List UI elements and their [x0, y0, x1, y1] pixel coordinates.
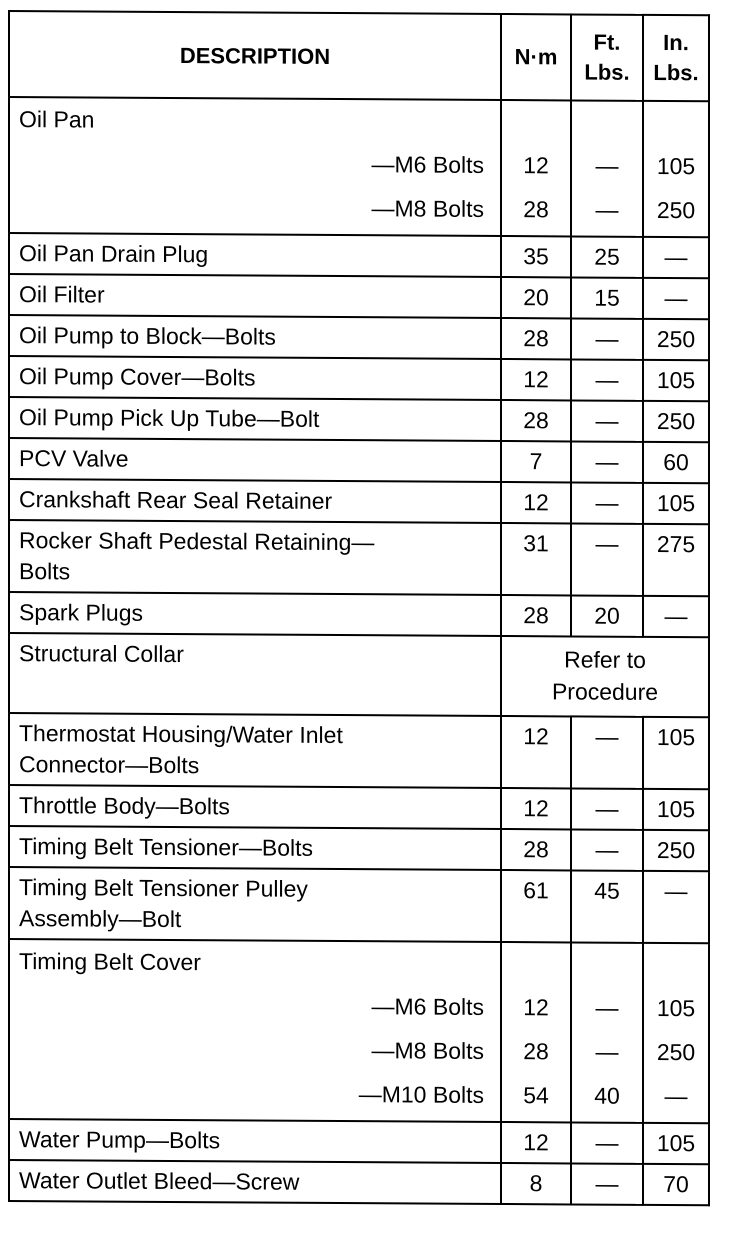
table-row — [9, 520, 709, 596]
nm-value: 28 — [501, 318, 571, 359]
ft-lbs-value: — — [571, 318, 643, 359]
nm-value: 28 — [501, 829, 571, 870]
ft-lbs-value: — — [595, 1038, 619, 1065]
ft-lbs-value: 45 — [571, 870, 643, 942]
table-row — [9, 1119, 709, 1164]
in-lbs-value: 275 — [643, 524, 709, 596]
table-row — [9, 826, 709, 871]
in-lbs-value: — — [643, 237, 709, 278]
ft-lbs-value: — — [571, 716, 643, 788]
in-lbs-value: 105 — [643, 1123, 709, 1164]
ft-lbs-value: 25 — [571, 236, 643, 277]
table-row — [9, 356, 709, 401]
in-lbs-value: 250 — [643, 830, 709, 871]
nm-value: 12 — [501, 359, 571, 400]
ft-lbs-value: — — [571, 482, 643, 523]
sub-item-label: —M8 Bolts — [371, 1037, 484, 1064]
nm-value: 12 — [501, 788, 571, 829]
ft-lbs-header-line1: Ft. — [593, 29, 621, 55]
nm-value: 35 — [501, 236, 571, 277]
in-lbs-header-line2: Lbs. — [653, 59, 699, 86]
row-description-line1: Rocker Shaft Pedestal Retaining— — [19, 527, 375, 556]
ft-lbs-value: — — [595, 196, 619, 223]
nm-value: 12 — [523, 152, 549, 179]
ft-lbs-value: — — [571, 1122, 643, 1163]
row-description: Oil Pump Pick Up Tube—Bolt — [9, 397, 501, 441]
row-description: Timing Belt Tensioner—Bolts — [9, 826, 501, 870]
row-description-line2: Connector—Bolts — [19, 751, 200, 779]
nm-value: 12 — [501, 716, 571, 788]
description-cell — [9, 867, 501, 942]
in-lbs-value: 60 — [643, 442, 709, 483]
in-lbs-value: 250 — [643, 319, 709, 360]
in-lbs-cell — [643, 101, 709, 237]
row-description: Water Pump—Bolts — [9, 1119, 501, 1163]
table-row — [9, 633, 709, 717]
row-description: Structural Collar — [9, 633, 501, 716]
row-description-line1: Thermostat Housing/Water Inlet — [19, 720, 343, 749]
ft-lbs-value: — — [571, 788, 643, 829]
ft-lbs-value: — — [571, 400, 643, 441]
in-lbs-header — [643, 15, 709, 101]
row-description: Throttle Body—Bolts — [9, 785, 501, 829]
table-row — [9, 233, 709, 278]
row-description: Oil Pan Drain Plug — [9, 233, 501, 277]
torque-specifications-table-page — [8, 10, 708, 1206]
ft-lbs-header-line2: Lbs. — [584, 59, 630, 85]
in-lbs-value: 105 — [643, 717, 709, 789]
table-row — [9, 315, 709, 360]
row-description: Crankshaft Rear Seal Retainer — [9, 479, 501, 523]
refer-line2: Procedure — [551, 678, 659, 705]
table-row-oil-pan — [9, 97, 709, 237]
nm-value: 12 — [501, 482, 571, 523]
row-description-line2: Assembly—Bolt — [19, 905, 182, 933]
table-row — [9, 785, 709, 830]
in-lbs-value: 250 — [656, 196, 696, 224]
row-description: Oil Pump Cover—Bolts — [9, 356, 501, 400]
in-lbs-value: 250 — [643, 401, 709, 442]
nm-value: 12 — [523, 994, 549, 1021]
description-cell — [9, 713, 501, 788]
table-row — [9, 1160, 709, 1205]
in-lbs-value: 105 — [656, 152, 696, 180]
nm-value: 31 — [501, 523, 571, 595]
ft-lbs-cell — [571, 942, 643, 1122]
table-row — [9, 438, 709, 483]
ft-lbs-value: — — [571, 359, 643, 400]
nm-value: 28 — [501, 400, 571, 441]
ft-lbs-value: — — [595, 152, 619, 179]
description-cell — [9, 520, 501, 595]
in-lbs-value: 105 — [643, 483, 709, 524]
nm-value: 61 — [501, 870, 571, 942]
row-description: Oil Filter — [9, 274, 501, 318]
in-lbs-value: 250 — [656, 1038, 696, 1066]
in-lbs-header-line1: In. — [663, 30, 689, 56]
refer-line1: Refer to — [564, 646, 646, 673]
nm-cell — [501, 942, 571, 1122]
ft-lbs-value: 40 — [594, 1082, 620, 1109]
table-row-timing-belt-cover — [9, 939, 709, 1123]
ft-lbs-value: — — [571, 829, 643, 870]
header-row — [9, 11, 709, 101]
nm-value: 20 — [501, 277, 571, 318]
in-lbs-value: — — [643, 596, 709, 637]
nm-value: 8 — [501, 1163, 571, 1204]
sub-item-label: —M6 Bolts — [371, 993, 484, 1020]
row-description: PCV Valve — [9, 438, 501, 482]
row-description: Spark Plugs — [9, 592, 501, 636]
ft-lbs-value: — — [571, 523, 643, 595]
nm-value: 7 — [501, 441, 571, 482]
ft-lbs-value: — — [571, 441, 643, 482]
description-header: DESCRIPTION — [9, 11, 501, 100]
table-row — [9, 274, 709, 319]
torque-specifications-table — [8, 10, 710, 1206]
nm-value: 28 — [523, 196, 549, 223]
in-lbs-value: — — [643, 871, 709, 943]
table-row — [9, 713, 709, 789]
ft-lbs-value: — — [571, 1163, 643, 1204]
ft-lbs-header — [571, 14, 643, 100]
description-cell — [9, 97, 501, 236]
table-row — [9, 867, 709, 943]
table-row — [9, 479, 709, 524]
ft-lbs-value: 20 — [571, 595, 643, 636]
in-lbs-value: 105 — [643, 789, 709, 830]
sub-item-label: —M10 Bolts — [358, 1081, 484, 1108]
in-lbs-value: 70 — [643, 1164, 709, 1205]
in-lbs-cell — [643, 943, 709, 1123]
row-description-line1: Timing Belt Tensioner Pulley — [19, 874, 308, 902]
nm-value: 28 — [501, 595, 571, 636]
nm-cell — [501, 100, 571, 236]
description-cell — [9, 939, 501, 1122]
row-description-line2: Bolts — [19, 558, 71, 585]
ft-lbs-value: 15 — [571, 277, 643, 318]
table-row — [9, 592, 709, 637]
ft-lbs-cell — [571, 100, 643, 236]
refer-to-procedure-note — [501, 636, 709, 717]
sub-item-label: —M8 Bolts — [371, 195, 484, 222]
in-lbs-value: — — [664, 1083, 688, 1110]
row-description: Oil Pump to Block—Bolts — [9, 315, 501, 359]
nm-header: N·m — [501, 14, 571, 100]
row-description: Timing Belt Cover — [19, 948, 201, 976]
sub-item-label: —M6 Bolts — [371, 151, 484, 178]
in-lbs-value: — — [643, 278, 709, 319]
ft-lbs-value: — — [595, 994, 619, 1021]
nm-value: 12 — [501, 1122, 571, 1163]
nm-value: 28 — [523, 1038, 549, 1065]
in-lbs-value: 105 — [643, 360, 709, 401]
table-row — [9, 397, 709, 442]
in-lbs-value: 105 — [656, 994, 696, 1022]
row-description: Oil Pan — [19, 106, 95, 133]
nm-value: 54 — [523, 1082, 549, 1109]
row-description: Water Outlet Bleed—Screw — [9, 1160, 501, 1204]
